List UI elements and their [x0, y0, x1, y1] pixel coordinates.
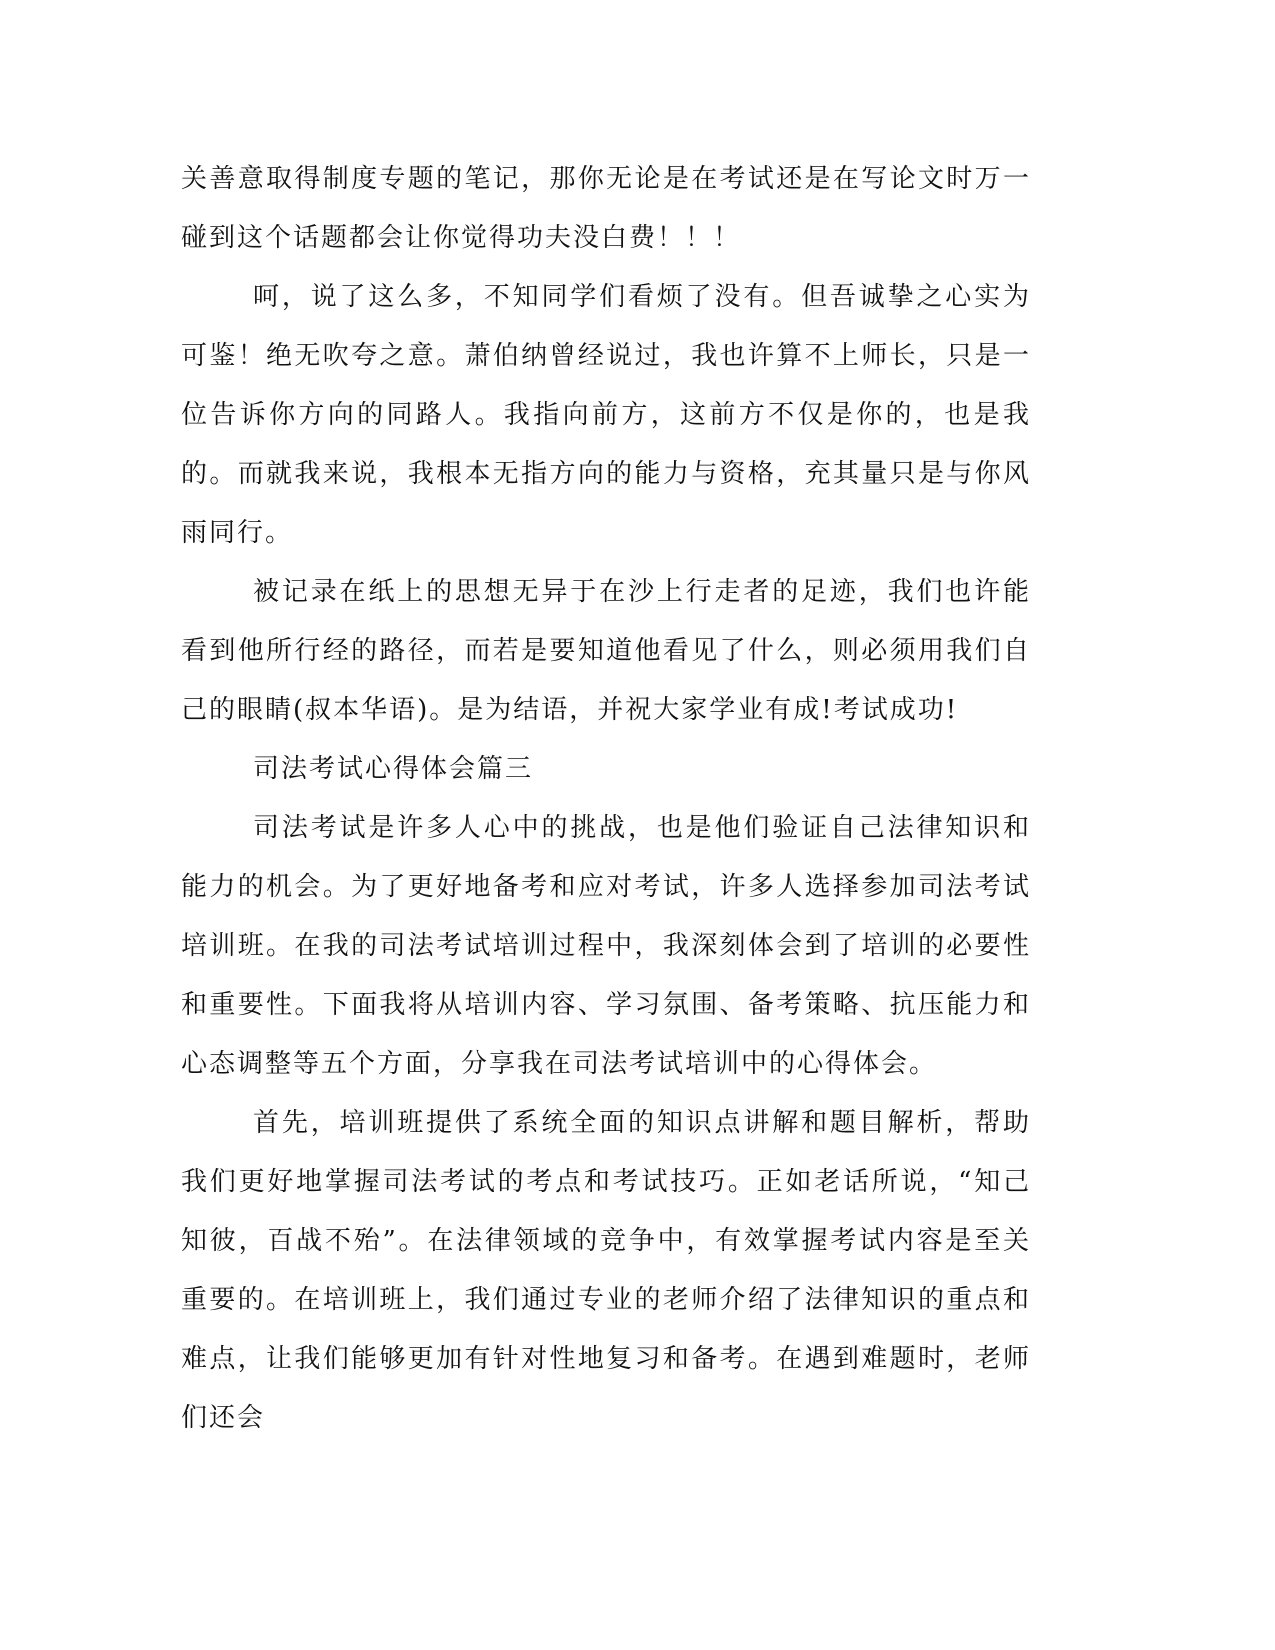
paragraph: 司法考试是许多人心中的挑战，也是他们验证自己法律知识和能力的机会。为了更好地备考和应对考试，许多人选择参加司法考试培训班。在我的司法考试培训过程中，我深刻体会到了培训的必要性和重要性。下面我将从培训内容、学习氛围、备考策略、抗压能力和心态调整等五个方面，分享我在司法考试培训中的心得体会。	[181, 813, 1031, 1079]
paragraph: 呵，说了这么多，不知同学们看烦了没有。但吾诚挚之心实为可鉴！绝无吹夸之意。萧伯纳曾经说过，我也许算不上师长，只是一位告诉你方向的同路人。我指向前方，这前方不仅是你的，也是我的。而就我来说，我根本无指方向的能力与资格，充其量只是与你风雨同行。	[181, 282, 1031, 548]
section-heading: 司法考试心得体会篇三	[253, 754, 534, 784]
document-body	[181, 150, 1031, 1448]
paragraph: 关善意取得制度专题的笔记，那你无论是在考试还是在写论文时万一碰到这个话题都会让你觉得功夫没白费！！！	[181, 164, 1031, 253]
paragraph: 被记录在纸上的思想无异于在沙上行走者的足迹，我们也许能看到他所行经的路径，而若是要知道他看见了什么，则必须用我们自己的眼睛(叔本华语)。是为结语，并祝大家学业有成!考试成功!	[181, 577, 1031, 725]
paragraph: 首先，培训班提供了系统全面的知识点讲解和题目解析，帮助我们更好地掌握司法考试的考点和考试技巧。正如老话所说，“知己知彼，百战不殆”。在法律领域的竞争中，有效掌握考试内容是至关重要的。在培训班上，我们通过专业的老师介绍了法律知识的重点和难点，让我们能够更加有针对性地复习和备考。在遇到难题时，老师们还会	[181, 1108, 1031, 1433]
